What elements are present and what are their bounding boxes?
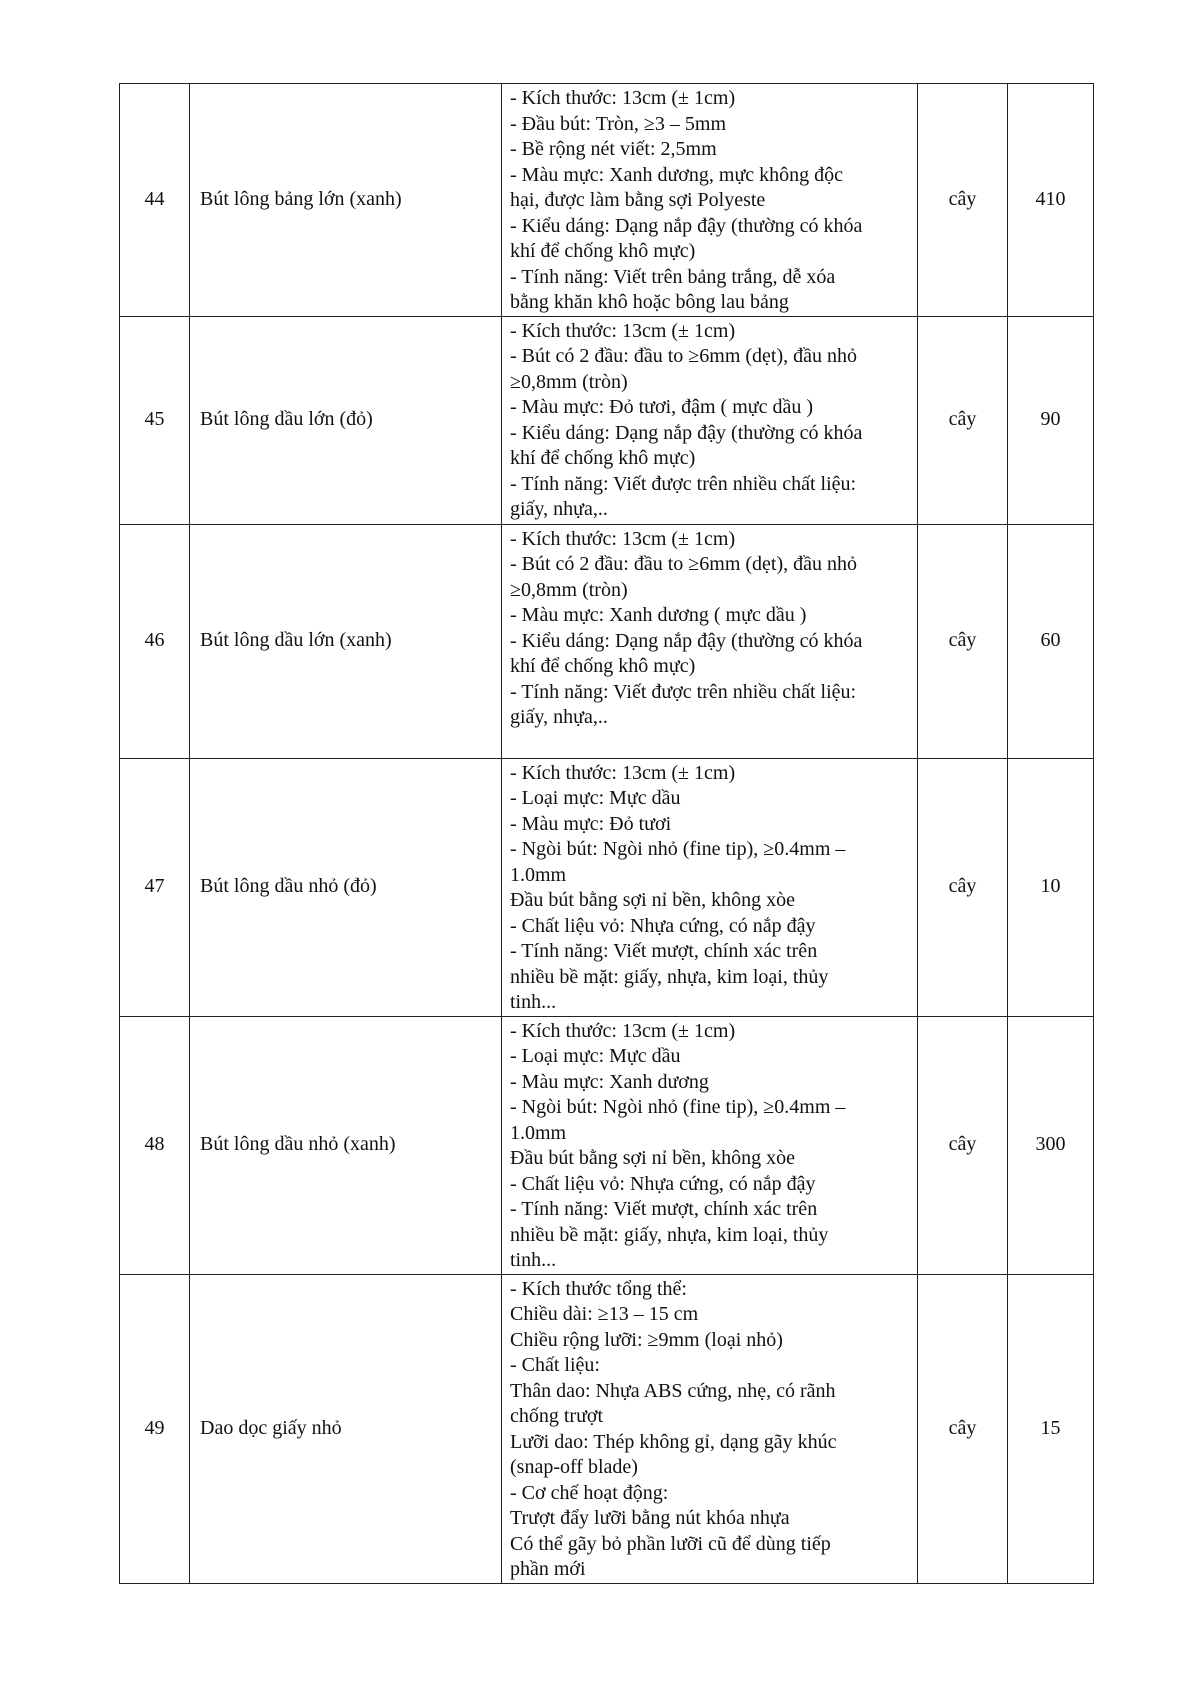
item-name: Bút lông bảng lớn (xanh): [190, 84, 502, 317]
item-specification: [502, 1274, 918, 1583]
item-name: Bút lông dầu lớn (đỏ): [190, 316, 502, 524]
spec-line: - Kích thước: 13cm (± 1cm): [510, 1019, 736, 1042]
item-unit: cây: [918, 1016, 1008, 1274]
spec-line: - Chất liệu vỏ: Nhựa cứng, có nắp đậy: [510, 914, 816, 937]
spec-line: - Màu mực: Xanh dương ( mực dầu ): [510, 604, 807, 626]
spec-line: - Cơ chế hoạt động:: [510, 1481, 669, 1504]
item-quantity: 410: [1008, 84, 1094, 317]
item-specification: [502, 1016, 918, 1274]
table-row-47: [120, 758, 1094, 1016]
spec-line: - Loại mực: Mực dầu: [510, 787, 681, 809]
item-unit: cây: [918, 316, 1008, 524]
spec-line: khí để chống khô mực): [510, 240, 696, 262]
table-row-44: [120, 84, 1094, 317]
spec-line: - Màu mực: Đỏ tươi: [510, 812, 672, 835]
row-number: 49: [120, 1274, 190, 1583]
item-unit: cây: [918, 84, 1008, 317]
spec-line: bằng khăn khô hoặc bông lau bảng: [510, 291, 789, 313]
row-number: 46: [120, 524, 190, 758]
row-number: 44: [120, 84, 190, 317]
item-unit: cây: [918, 758, 1008, 1016]
item-quantity: 10: [1008, 758, 1094, 1016]
spec-line: - Kiểu dáng: Dạng nắp đậy (thường có khóa: [510, 214, 863, 237]
spec-line: - Bề rộng nét viết: 2,5mm: [510, 138, 717, 160]
row-number: 48: [120, 1016, 190, 1274]
spec-line: Lưỡi dao: Thép không gỉ, dạng gãy khúc: [510, 1430, 837, 1453]
spec-line: tinh...: [510, 991, 557, 1013]
spec-line: Đầu bút bằng sợi nỉ bền, không xòe: [510, 889, 795, 911]
spec-line: tinh...: [510, 1249, 557, 1271]
item-unit: cây: [918, 524, 1008, 758]
spec-line: Chiều rộng lưỡi: ≥9mm (loại nhỏ): [510, 1328, 783, 1351]
table-row-46: [120, 524, 1094, 758]
spec-line: giấy, nhựa,..: [510, 706, 608, 728]
item-specification: [502, 316, 918, 524]
spec-line: - Tính năng: Viết được trên nhiều chất liệu:: [510, 472, 857, 495]
spec-line: - Bút có 2 đầu: đầu to ≥6mm (dẹt), đầu nhỏ: [510, 345, 858, 367]
spec-line: ≥0,8mm (tròn): [510, 578, 628, 601]
item-quantity: 300: [1008, 1016, 1094, 1274]
spec-line: - Tính năng: Viết mượt, chính xác trên: [510, 1198, 818, 1220]
spec-line: - Kích thước tổng thể:: [510, 1277, 687, 1300]
spec-line: Đầu bút bằng sợi nỉ bền, không xòe: [510, 1147, 795, 1169]
spec-line: khí để chống khô mực): [510, 447, 696, 469]
spec-line: - Tính năng: Viết mượt, chính xác trên: [510, 940, 818, 962]
item-unit: cây: [918, 1274, 1008, 1583]
spec-line: 1.0mm: [510, 863, 567, 886]
spec-line: ≥0,8mm (tròn): [510, 370, 628, 393]
spec-line: hại, được làm bằng sợi Polyeste: [510, 189, 766, 211]
spec-line: phần mới: [510, 1558, 586, 1580]
item-name: Dao dọc giấy nhỏ: [190, 1274, 502, 1583]
table-row-49: [120, 1274, 1094, 1583]
spec-line: - Kích thước: 13cm (± 1cm): [510, 87, 736, 109]
spec-line: - Ngòi bút: Ngòi nhỏ (fine tip), ≥0.4mm –: [510, 838, 846, 860]
spec-line: - Màu mực: Đỏ tươi, đậm ( mực dầu ): [510, 396, 814, 418]
table-row-45: [120, 316, 1094, 524]
table-row-48: [120, 1016, 1094, 1274]
spec-line: - Chất liệu:: [510, 1354, 600, 1376]
spec-line: - Kích thước: 13cm (± 1cm): [510, 761, 736, 784]
spec-line: - Màu mực: Xanh dương, mực không độc: [510, 163, 844, 186]
spec-line: khí để chống khô mực): [510, 655, 696, 677]
item-specification: [502, 84, 918, 317]
item-specification: [502, 524, 918, 758]
item-quantity: 15: [1008, 1274, 1094, 1583]
spec-line: - Tính năng: Viết được trên nhiều chất liệu:: [510, 680, 857, 703]
item-name: Bút lông dầu nhỏ (xanh): [190, 1016, 502, 1274]
spec-line: - Bút có 2 đầu: đầu to ≥6mm (dẹt), đầu nhỏ: [510, 553, 858, 575]
item-name: Bút lông dầu lớn (xanh): [190, 524, 502, 758]
spec-line: - Tính năng: Viết trên bảng trắng, dễ xóa: [510, 265, 836, 288]
spec-line: giấy, nhựa,..: [510, 498, 608, 520]
spec-line: - Kích thước: 13cm (± 1cm): [510, 319, 736, 342]
spec-table-body: [120, 84, 1094, 1584]
spec-line: nhiều bề mặt: giấy, nhựa, kim loại, thủy: [510, 1223, 829, 1246]
row-number: 45: [120, 316, 190, 524]
row-number: 47: [120, 758, 190, 1016]
spec-line: Thân dao: Nhựa ABS cứng, nhẹ, có rãnh: [510, 1379, 836, 1402]
spec-line: - Kiểu dáng: Dạng nắp đậy (thường có khóa: [510, 421, 863, 444]
spec-line: Có thể gãy bỏ phần lưỡi cũ để dùng tiếp: [510, 1532, 831, 1555]
item-specification: [502, 758, 918, 1016]
spec-line: - Kích thước: 13cm (± 1cm): [510, 527, 736, 550]
spec-line: nhiều bề mặt: giấy, nhựa, kim loại, thủy: [510, 965, 829, 988]
spec-line: 1.0mm: [510, 1121, 567, 1144]
item-name: Bút lông dầu nhỏ (đỏ): [190, 758, 502, 1016]
spec-line: - Chất liệu vỏ: Nhựa cứng, có nắp đậy: [510, 1172, 816, 1195]
item-quantity: 90: [1008, 316, 1094, 524]
spec-line: - Kiểu dáng: Dạng nắp đậy (thường có khóa: [510, 629, 863, 652]
spec-line: chống trượt: [510, 1405, 604, 1427]
spec-line: - Đầu bút: Tròn, ≥3 – 5mm: [510, 112, 726, 135]
spec-line: - Màu mực: Xanh dương: [510, 1070, 709, 1093]
spec-line: Trượt đẩy lưỡi bằng nút khóa nhựa: [510, 1507, 790, 1529]
spec-line: - Ngòi bút: Ngòi nhỏ (fine tip), ≥0.4mm –: [510, 1096, 846, 1118]
spec-line: - Loại mực: Mực dầu: [510, 1045, 681, 1067]
spec-table: [119, 83, 1094, 1584]
item-quantity: 60: [1008, 524, 1094, 758]
spec-line: Chiều dài: ≥13 – 15 cm: [510, 1303, 699, 1325]
spec-line: (snap-off blade): [510, 1456, 638, 1478]
